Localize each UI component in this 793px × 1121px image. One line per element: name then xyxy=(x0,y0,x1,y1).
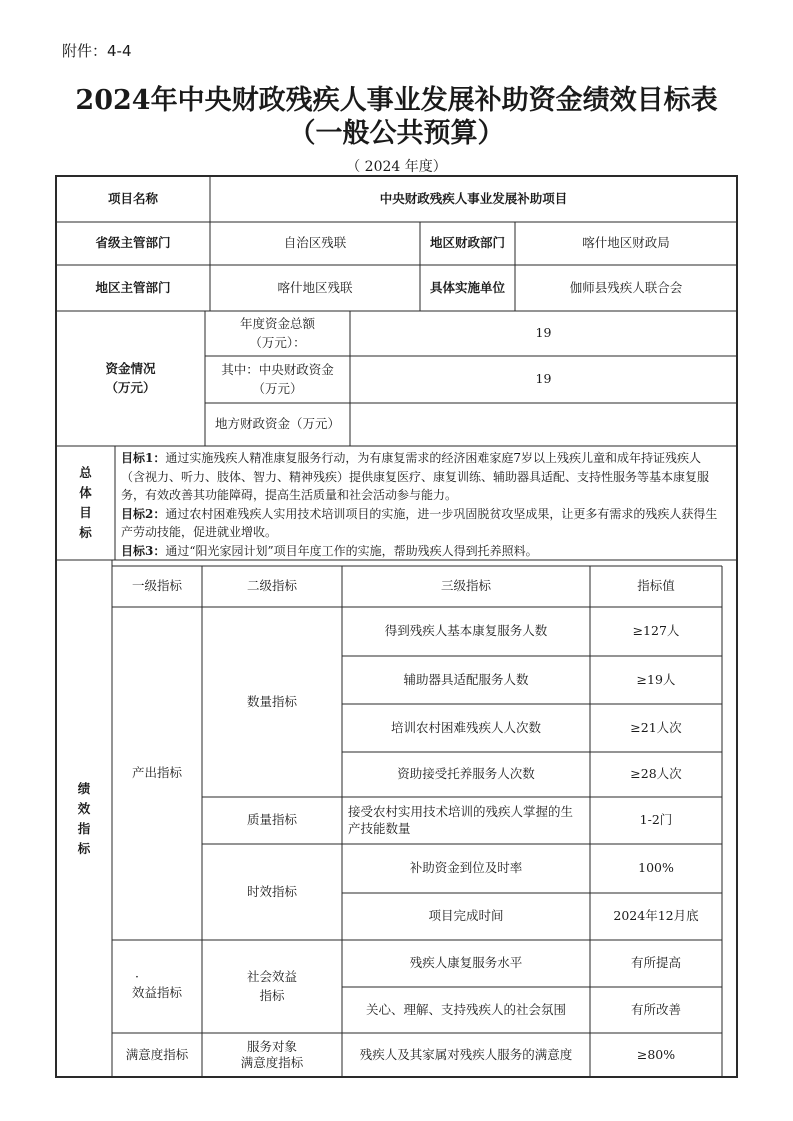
indicator-value: 有所提高 xyxy=(630,955,681,971)
implementing-unit-value: 伽师县残疾人联合会 xyxy=(569,279,683,295)
goal-3 xyxy=(121,542,721,561)
indicator-label-char: 标 xyxy=(77,840,91,856)
indicator-label-char: 效 xyxy=(77,800,91,816)
indicator-value: ≥19人 xyxy=(636,671,676,687)
benefit-indicator-label: 效益指标 xyxy=(131,984,182,1000)
indicator-value: 1-2门 xyxy=(639,812,673,828)
fiscal-year: （ 2024 年度） xyxy=(346,159,447,175)
central-funds-label: 其中：中央财政资金 （万元） xyxy=(221,362,334,396)
satisfaction-indicator: 满意度指标 xyxy=(125,1046,189,1062)
goal-1-label: 目标1： xyxy=(121,451,166,465)
header-value: 指标值 xyxy=(637,578,675,594)
area-dept-label: 地区主管部门 xyxy=(95,279,171,295)
social-benefit-indicator: 社会效益 指标 xyxy=(246,969,297,1003)
indicator-name: 资助接受托养服务人次数 xyxy=(397,766,535,782)
overall-goals-label xyxy=(56,446,115,560)
indicator-name: 残疾人康复服务水平 xyxy=(409,955,523,971)
goal-3-text: 通过“阳光家园计划”项目年度工作的实施，帮助残疾人得到托养照料。 xyxy=(165,543,538,558)
benefit-indicator xyxy=(112,940,202,1033)
provincial-dept-label: 省级主管部门 xyxy=(95,235,171,251)
indicator-name: 辅助器具适配服务人数 xyxy=(403,671,529,687)
indicator-name: 残疾人及其家属对残疾人服务的满意度 xyxy=(359,1046,573,1062)
goal-2-label: 目标2： xyxy=(121,506,166,521)
performance-indicators-label xyxy=(56,560,112,1077)
goal-label-char: 体 xyxy=(79,485,92,500)
indicator-value: ≥127人 xyxy=(632,623,680,639)
header-level1: 一级指标 xyxy=(131,578,182,594)
goal-label-char: 标 xyxy=(79,525,92,540)
funds-label: 资金情况 （万元） xyxy=(105,361,156,395)
goal-label-char: 总 xyxy=(79,465,92,480)
central-funds-value: 19 xyxy=(535,371,552,387)
indicator-name: 培训农村困难残疾人人次数 xyxy=(390,719,541,735)
output-indicator: 产出指标 xyxy=(131,765,182,781)
indicator-name: 项目完成时间 xyxy=(428,908,504,924)
indicator-value: 有所改善 xyxy=(630,1001,681,1017)
indicator-value: 100% xyxy=(638,860,674,876)
indicator-value: 2024年12月底 xyxy=(613,908,699,924)
indicator-name: 得到残疾人基本康复服务人数 xyxy=(384,623,548,639)
goal-1 xyxy=(121,449,721,505)
indicator-name: 关心、理解、支持残疾人的社会氛围 xyxy=(365,1001,566,1017)
timeliness-indicator: 时效指标 xyxy=(246,883,297,899)
goal-label-char: 目 xyxy=(79,505,92,520)
indicator-label-char: 指 xyxy=(77,820,91,836)
indicator-name: 补助资金到位及时率 xyxy=(409,860,523,876)
overall-goals-text xyxy=(121,449,721,561)
goal-2 xyxy=(121,505,721,542)
document-title: 2024年中央财政残疾人事业发展补助资金绩效目标表 xyxy=(75,85,718,116)
header-level3: 三级指标 xyxy=(440,578,491,594)
indicator-value: ≥80% xyxy=(636,1046,676,1062)
indicator-value: ≥28人次 xyxy=(630,766,682,782)
benefit-dot: · xyxy=(135,969,139,985)
goal-1-text: 通过实施残疾人精准康复服务行动，为有康复需求的经济困难家庭7岁以上残疾儿童和成年持证残疾人（含视力、听力、肢体、智力、精神残疾）提供康复医疗、康复训练、辅助器具适配、支持性服务等基本康复服务，有效改善其功能障碍，提高生活质量和社会活动参与能力。 xyxy=(121,451,710,503)
document-subtitle: （一般公共预算） xyxy=(288,118,505,149)
finance-dept-value: 喀什地区财政局 xyxy=(582,235,670,251)
indicator-label-char: 绩 xyxy=(77,780,91,796)
implementing-unit-label: 具体实施单位 xyxy=(429,279,505,295)
local-funds-value xyxy=(350,403,737,446)
header-level2: 二级指标 xyxy=(246,578,297,594)
finance-dept-label: 地区财政部门 xyxy=(429,235,505,251)
area-dept-value: 喀什地区残联 xyxy=(277,279,353,295)
goal-2-text: 通过农村困难残疾人实用技术培训项目的实施，进一步巩固脱贫攻坚成果，让更多有需求的残疾人获得生产劳动技能，促进就业增收。 xyxy=(121,506,718,540)
attachment-number: 附件：4-4 xyxy=(62,42,132,60)
quality-indicator: 质量指标 xyxy=(246,812,297,828)
indicator-value: ≥21人次 xyxy=(630,719,682,735)
service-satisfaction-indicator: 服务对象 满意度指标 xyxy=(240,1038,304,1070)
indicator-name: 接受农村实用技术培训的残疾人掌握的生产技能数量 xyxy=(348,803,574,836)
quantity-indicator: 数量指标 xyxy=(246,693,297,709)
total-funds-value: 19 xyxy=(535,325,552,341)
project-name-value: 中央财政残疾人事业发展补助项目 xyxy=(379,190,568,206)
total-funds-label: 年度资金总额 （万元）： xyxy=(239,316,315,350)
goal-3-label: 目标3： xyxy=(121,543,166,558)
local-funds-label: 地方财政资金（万元） xyxy=(214,416,340,432)
provincial-dept-value: 自治区残联 xyxy=(283,235,347,251)
project-name-label: 项目名称 xyxy=(107,190,158,206)
